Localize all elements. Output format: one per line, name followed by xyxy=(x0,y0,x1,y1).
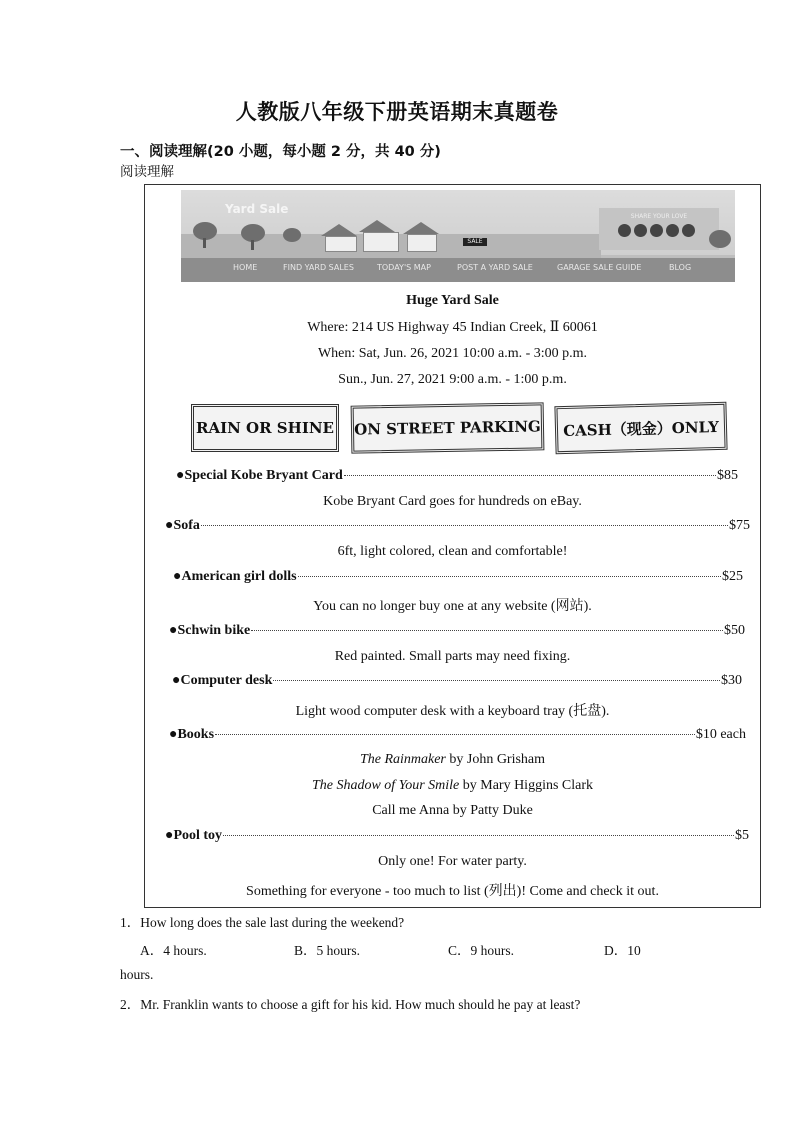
book-title: The Rainmaker xyxy=(359,752,446,767)
yard-sale-website-banner xyxy=(181,190,735,282)
option-d-wrap: hours. xyxy=(120,967,154,982)
ad-when-saturday: When: Sat, Jun. 26, 2021 10:00 a.m. - 3:00 p.m. xyxy=(317,346,588,361)
nav-blog[interactable]: BLOG xyxy=(669,263,692,272)
ad-heading: Huge Yard Sale xyxy=(406,293,499,308)
book-title: The Shadow of Your Smile xyxy=(311,778,460,793)
nav-home[interactable]: HOME xyxy=(233,263,258,272)
book-author: by Mary Higgins Clark xyxy=(459,778,594,793)
item-description: Red painted. Small parts may need fixing. xyxy=(334,649,571,664)
page-title: 人教版八年级下册英语期末真题卷 xyxy=(235,100,559,124)
ad-closing: Something for everyone - too much to list (列出)! Come and check it out. xyxy=(246,884,659,899)
item-price: $10 each xyxy=(695,727,746,742)
item-price: $75 xyxy=(729,518,750,533)
item-name: ●Schwin bike xyxy=(169,623,251,638)
item-price: $30 xyxy=(721,673,742,688)
option-a[interactable]: A．4 hours. xyxy=(140,943,207,958)
nav-find-yard-sales[interactable]: FIND YARD SALES xyxy=(283,263,354,272)
list-item xyxy=(172,673,742,689)
item-price: $5 xyxy=(735,828,749,843)
section-heading: 一、阅读理解(20 小题，每小题 2 分，共 40 分) xyxy=(120,144,441,160)
house-icon xyxy=(363,232,399,252)
sale-sign: SALE xyxy=(463,238,487,246)
book-entry xyxy=(144,778,761,794)
list-item xyxy=(176,468,738,484)
item-price: $25 xyxy=(722,569,743,584)
item-description: You can no longer buy one at any website (网站). xyxy=(313,599,592,614)
ad-when-sunday: Sun., Jun. 27, 2021 9:00 a.m. - 1:00 p.m. xyxy=(338,372,567,387)
list-item xyxy=(165,518,750,534)
list-item xyxy=(169,727,746,743)
email-icon[interactable] xyxy=(650,224,663,237)
option-c[interactable]: C．9 hours. xyxy=(448,943,515,958)
section-subheading: 阅读理解 xyxy=(120,164,174,180)
share-label: SHARE YOUR LOVE xyxy=(630,213,688,220)
question-2: 2．Mr. Franklin wants to choose a gift for his kid. How much should he pay at least? xyxy=(120,997,581,1012)
book-entry xyxy=(144,752,761,768)
item-description: 6ft, light colored, clean and comfortable! xyxy=(337,544,568,559)
option-b[interactable]: B．5 hours. xyxy=(294,943,361,958)
tree-icon xyxy=(709,230,731,248)
house-icon xyxy=(325,236,357,252)
banner-brand: Yard Sale xyxy=(225,202,289,216)
item-name: ●Pool toy xyxy=(165,828,223,843)
item-name: ●Computer desk xyxy=(172,673,273,688)
book-author: by John Grisham xyxy=(445,752,546,767)
tree-icon xyxy=(283,228,301,242)
item-name: ●American girl dolls xyxy=(173,569,297,584)
list-item xyxy=(169,623,745,639)
cash-only-sign: CASH（现金）ONLY xyxy=(554,402,727,454)
street-parking-sign: ON STREET PARKING xyxy=(351,402,545,453)
nav-todays-map[interactable]: TODAY'S MAP xyxy=(377,263,431,272)
item-name: ●Sofa xyxy=(165,518,200,533)
item-description: Only one! For water party. xyxy=(378,854,527,869)
option-d[interactable]: D．10 xyxy=(604,943,641,958)
rain-or-shine-sign: RAIN OR SHINE xyxy=(191,404,339,452)
share-icon[interactable] xyxy=(682,224,695,237)
book-author: Call me Anna by Patty Duke xyxy=(372,803,533,818)
item-name: ●Books xyxy=(169,727,215,742)
twitter-icon[interactable] xyxy=(666,224,679,237)
item-name: ●Special Kobe Bryant Card xyxy=(176,468,343,483)
pinterest-icon[interactable] xyxy=(634,224,647,237)
facebook-icon[interactable] xyxy=(618,224,631,237)
question-1: 1．How long does the sale last during the weekend? xyxy=(120,915,405,930)
house-icon xyxy=(407,234,437,252)
item-price: $50 xyxy=(724,623,745,638)
item-price: $85 xyxy=(717,468,738,483)
book-entry xyxy=(144,803,761,819)
list-item xyxy=(173,569,743,585)
list-item xyxy=(165,828,749,844)
item-description: Kobe Bryant Card goes for hundreds on eBay. xyxy=(323,494,582,509)
item-description: Light wood computer desk with a keyboard tray (托盘). xyxy=(295,704,610,719)
nav-post-yard-sale[interactable]: POST A YARD SALE xyxy=(457,263,533,272)
nav-garage-sale-guide[interactable]: GARAGE SALE GUIDE xyxy=(557,263,642,272)
ad-where: Where: 214 US Highway 45 Indian Creek, Ⅱ 60061 xyxy=(307,320,598,335)
